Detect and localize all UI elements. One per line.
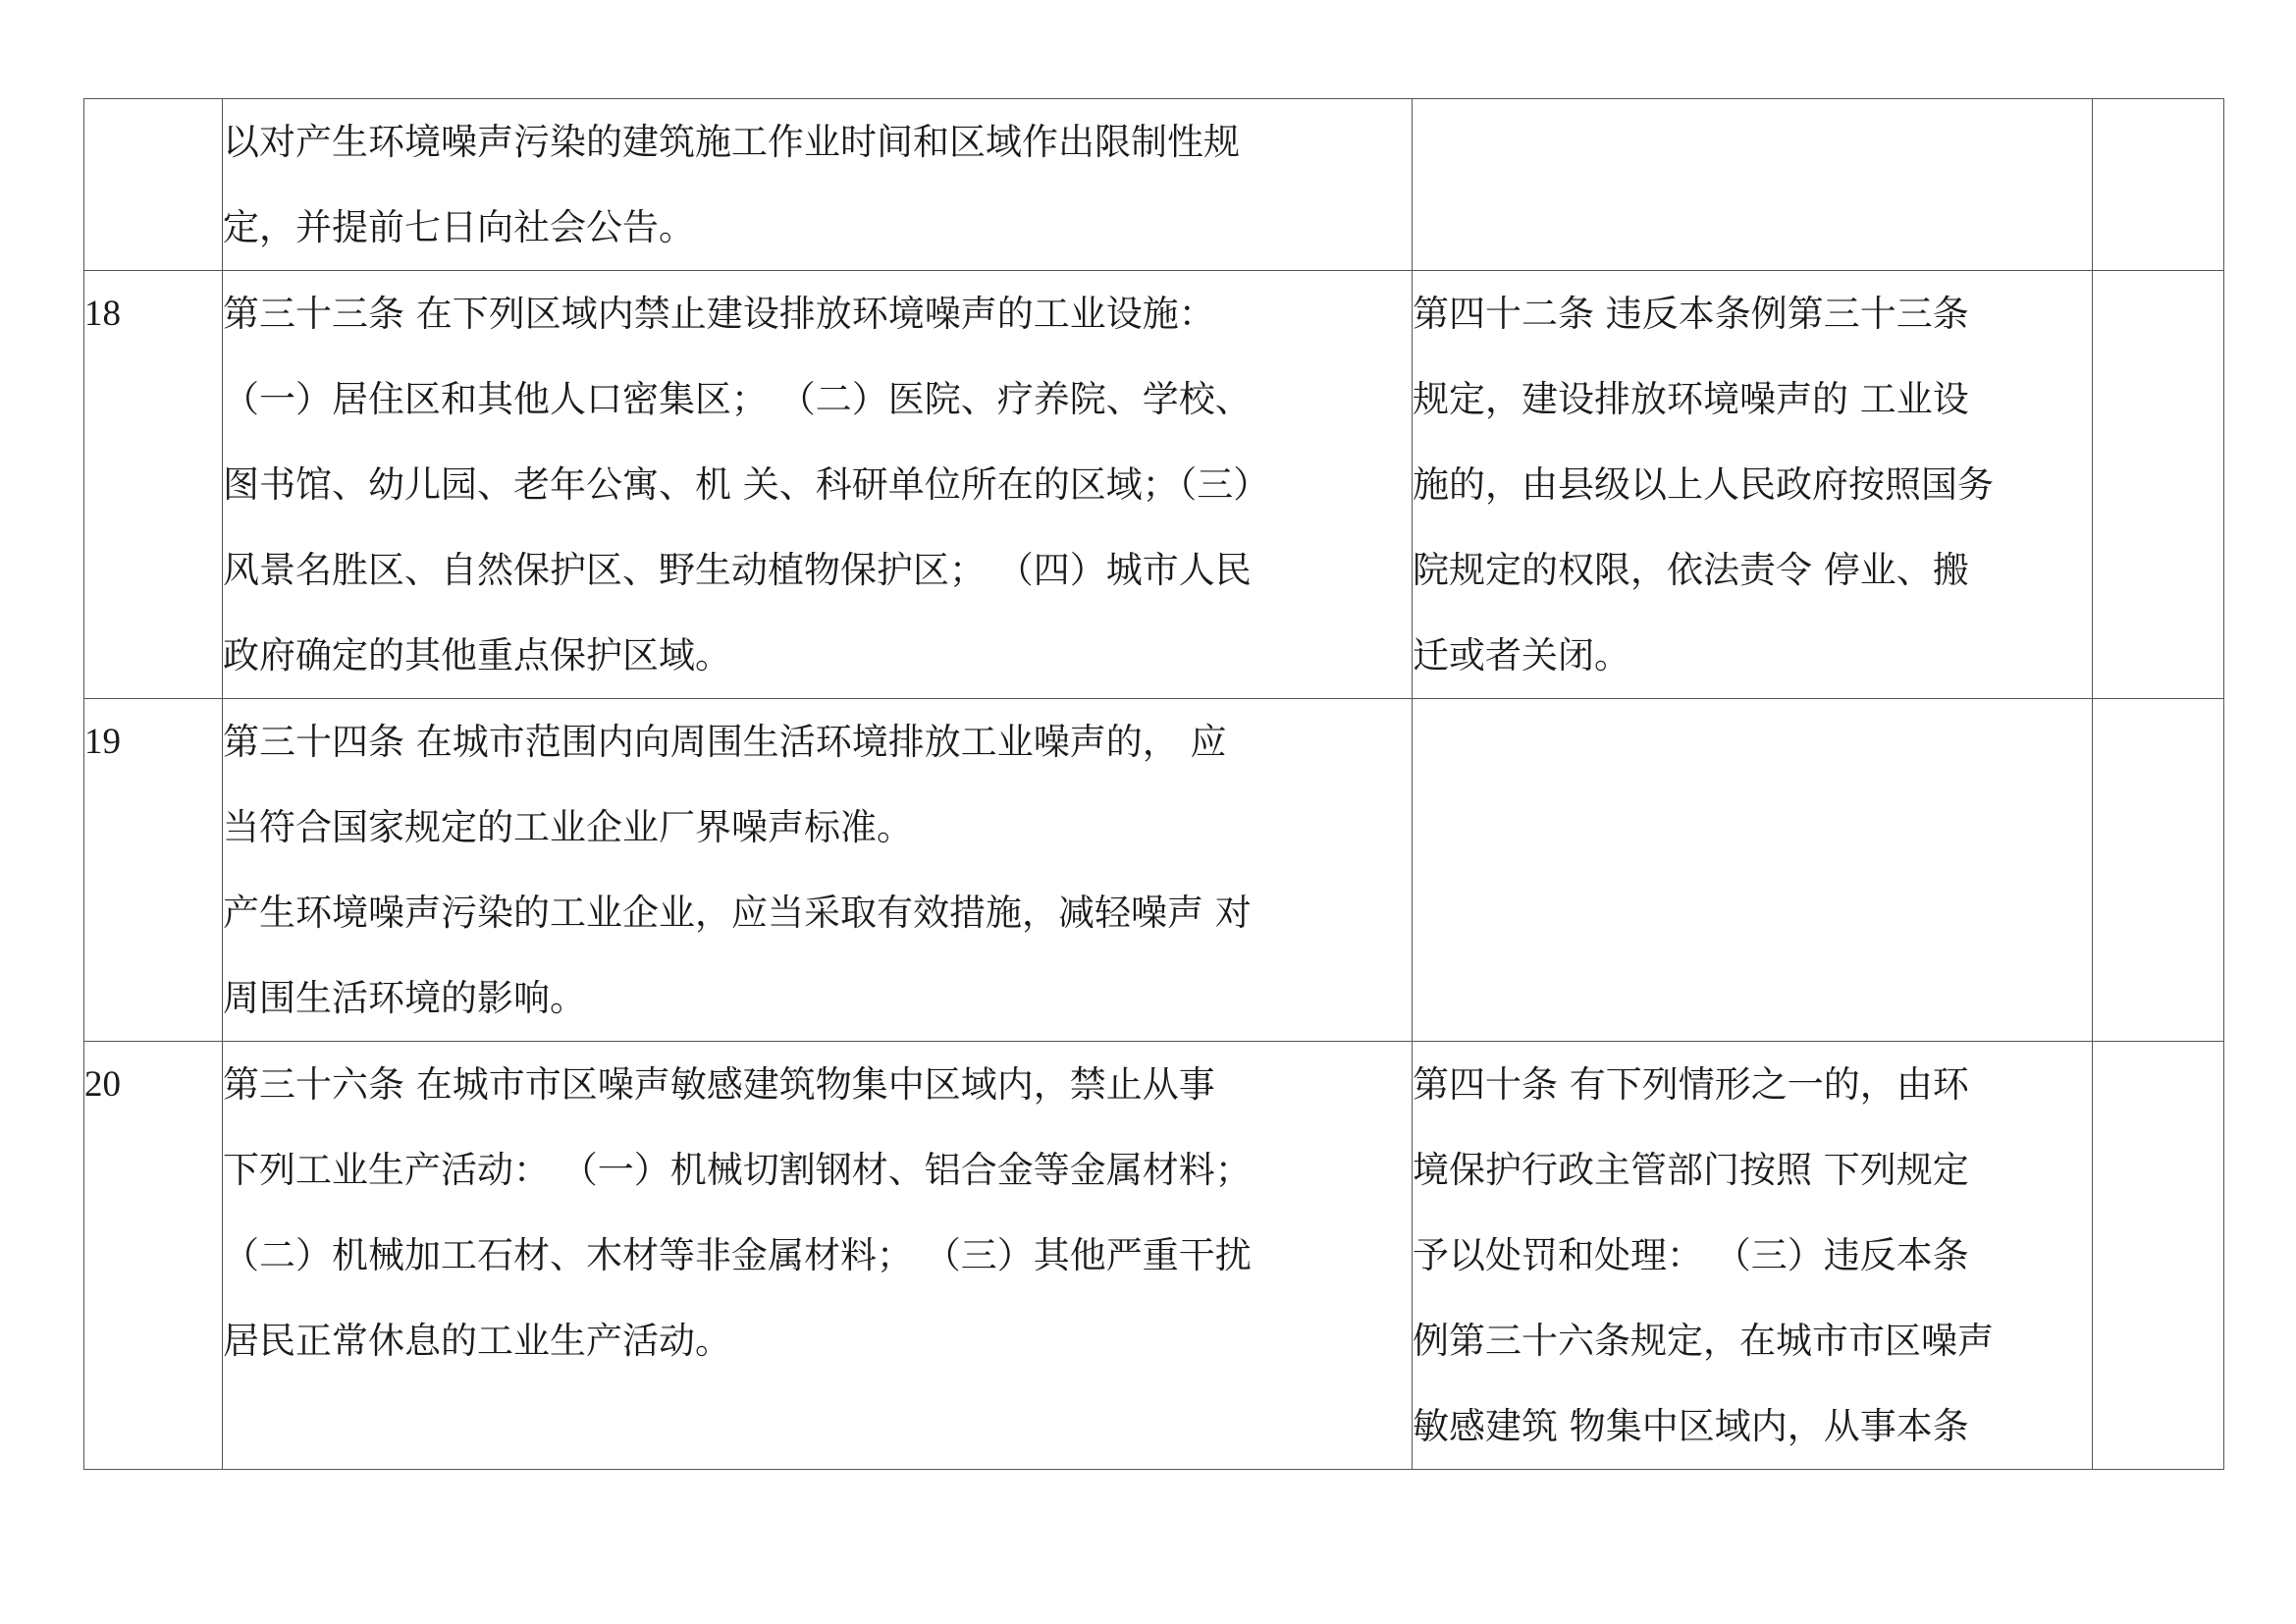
penalty-article-line: 例第三十六条规定，在城市市区噪声 [1413,1320,1994,1362]
law-article-line: 居民正常休息的工业生产活动。 [223,1320,731,1362]
table-body [84,99,2224,1470]
penalty-article-cell [1413,699,2093,1042]
note-cell [2093,699,2224,1042]
row-number: 18 [84,271,223,699]
regulation-table [83,98,2224,1470]
note-cell [2093,1042,2224,1470]
penalty-article-line: 境保护行政主管部门按照 下列规定 [1413,1149,1969,1191]
penalty-article-line: 第四十条 有下列情形之一的，由环 [1413,1063,1969,1106]
law-article-line: 定，并提前七日向社会公告。 [223,206,695,248]
penalty-article-cell [1413,1042,2093,1470]
penalty-article-line: 院规定的权限，依法责令 停业、搬 [1413,549,1969,591]
table-row [84,99,2224,271]
law-article-line: 周围生活环境的影响。 [223,977,586,1019]
table-row [84,1042,2224,1470]
note-cell [2093,271,2224,699]
law-article-line: 第三十四条 在城市范围内向周围生活环境排放工业噪声的， 应 [223,721,1227,763]
law-article-cell [223,99,1413,271]
penalty-article-cell [1413,271,2093,699]
law-article-line: 当符合国家规定的工业企业厂界噪声标准。 [223,806,913,848]
table-row [84,271,2224,699]
law-article-line: （二）机械加工石材、木材等非金属材料； （三）其他严重干扰 [223,1234,1252,1276]
row-number: 20 [84,1042,223,1470]
law-article-cell [223,271,1413,699]
law-article-line: 第三十三条 在下列区域内禁止建设排放环境噪声的工业设施： [223,293,1215,335]
row-number [84,99,223,271]
penalty-article-line: 施的，由县级以上人民政府按照国务 [1413,463,1994,506]
law-article-line: 产生环境噪声污染的工业企业，应当采取有效措施，减轻噪声 对 [223,892,1252,934]
law-article-line: 第三十六条 在城市市区噪声敏感建筑物集中区域内，禁止从事 [223,1063,1215,1106]
penalty-article-line: 迁或者关闭。 [1413,634,1630,677]
penalty-article-cell [1413,99,2093,271]
note-cell [2093,99,2224,271]
law-article-line: 风景名胜区、自然保护区、野生动植物保护区； （四）城市人民 [223,549,1252,591]
law-article-line: 政府确定的其他重点保护区域。 [223,634,731,677]
law-article-line: 图书馆、幼儿园、老年公寓、机 关、科研单位所在的区域；（三） [223,463,1270,506]
penalty-article-line: 第四十二条 违反本条例第三十三条 [1413,293,1969,335]
table-row [84,699,2224,1042]
law-article-line: 下列工业生产活动： （一）机械切割钢材、铝合金等金属材料； [223,1149,1252,1191]
penalty-article-line: 敏感建筑 物集中区域内，从事本条 [1413,1405,1969,1447]
law-article-line: 以对产生环境噪声污染的建筑施工作业时间和区域作出限制性规 [223,121,1240,163]
law-article-cell [223,1042,1413,1470]
law-article-cell [223,699,1413,1042]
penalty-article-line: 予以处罚和处理： （三）违反本条 [1413,1234,1969,1276]
law-article-line: （一）居住区和其他人口密集区； （二）医院、疗养院、学校、 [223,378,1252,420]
penalty-article-line: 规定，建设排放环境噪声的 工业设 [1413,378,1969,420]
row-number: 19 [84,699,223,1042]
